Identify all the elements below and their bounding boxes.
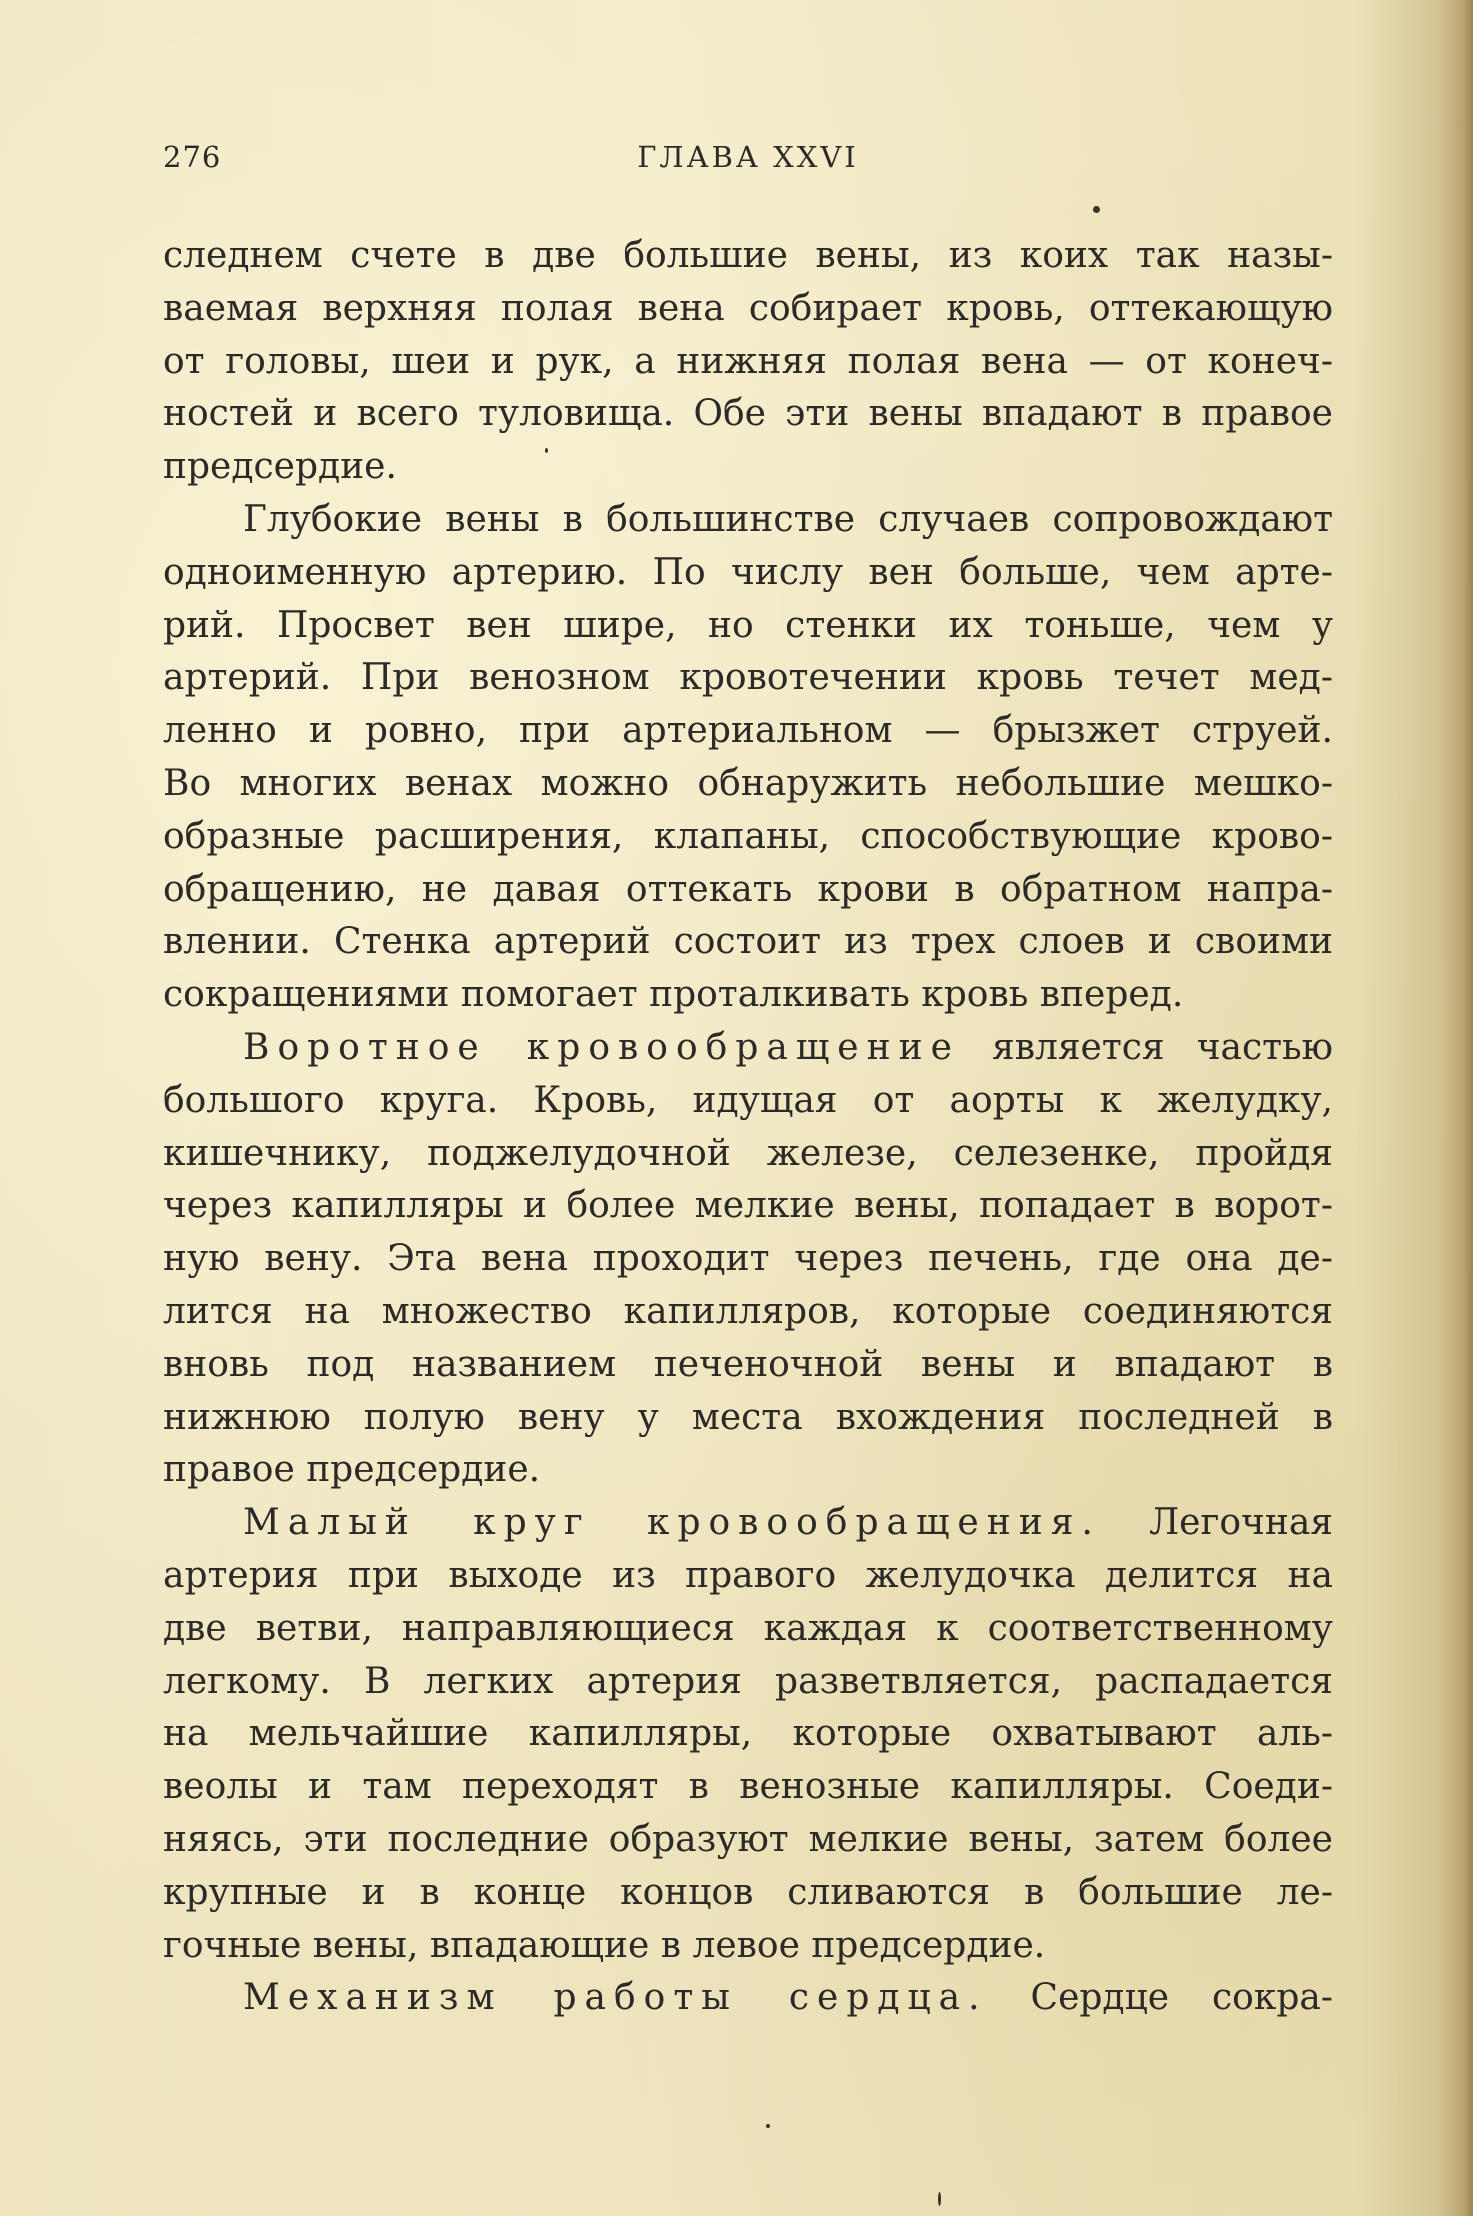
page-number: 276: [163, 140, 222, 174]
text-line: одноименную артерию. По числу вен больше, чем арте-: [163, 551, 1333, 593]
text-line: ностей и всего туловища. Обе эти вены впадают в правое: [163, 393, 1333, 435]
text-line: влении. Стенка артерий состоит из трех слоев и своими: [163, 921, 1333, 963]
text-line: Во многих венах можно обнаружить небольшие мешко-: [163, 762, 1333, 804]
text-line: крупные и в конце концов сливаются в большие ле-: [163, 1871, 1333, 1913]
text-line: лится на множество капилляров, которые соединяются: [163, 1290, 1333, 1332]
text-line: обращению, не давая оттекать крови в обратном напра-: [163, 868, 1333, 910]
text-line: [163, 1972, 1333, 2025]
text-line: предсердие.: [163, 446, 397, 488]
text-line: правое предсердие.: [163, 1449, 541, 1491]
text-line: на мельчайшие капилляры, которые охватывают аль-: [163, 1713, 1333, 1755]
spaced-term-pulmonary: Малый круг кровообращения.: [243, 1502, 1101, 1544]
text-line: вновь под названием печеночной вены и впадают в: [163, 1343, 1333, 1385]
text-line: от головы, шеи и рук, а нижняя полая вена — от конеч-: [163, 340, 1333, 382]
text-line: гочные вены, впадающие в левое предсердие.: [163, 1924, 1046, 1966]
text-line: легкому. В легких артерия разветвляется, распадается: [163, 1660, 1333, 1702]
spaced-term-heart: Механизм работы сердца.: [243, 1977, 988, 2019]
ink-speck: [545, 448, 548, 453]
text-line-rest: Легочная: [1149, 1502, 1333, 1544]
text-line: следнем счете в две большие вены, из коих так назы-: [163, 235, 1333, 276]
text-line: две ветви, направляющиеся каждая к соответственному: [163, 1607, 1333, 1649]
text-line: артерий. При венозном кровотечении кровь течет мед-: [163, 657, 1333, 699]
text-line: артерия при выходе из правого желудочка делится на: [163, 1554, 1333, 1596]
ink-speck: [766, 2124, 770, 2128]
text-line: ную вену. Эта вена проходит через печень, где она де-: [163, 1238, 1333, 1280]
text-line-rest: является частью: [991, 1026, 1333, 1068]
chapter-title: ГЛАВА XXVI: [637, 140, 859, 174]
text-line: [163, 1022, 1333, 1075]
text-line: ленно и ровно, при артериальном — брызжет струей.: [163, 710, 1333, 752]
text-line: веолы и там переходят в венозные капилляры. Соеди-: [163, 1766, 1333, 1808]
text-line: кишечнику, поджелудочной железе, селезенке, пройдя: [163, 1132, 1333, 1174]
body-text: [163, 230, 1333, 2025]
text-line: через капилляры и более мелкие вены, попадает в ворот-: [163, 1185, 1333, 1227]
text-line: сокращениями помогает проталкивать кровь вперед.: [163, 974, 1184, 1016]
page-edge-shadow: [1439, 0, 1473, 2216]
text-line-rest: Сердце сокра-: [1030, 1977, 1333, 2019]
text-line: рий. Просвет вен шире, но стенки их тоньше, чем у: [163, 604, 1333, 646]
text-line: образные расширения, клапаны, способствующие крово-: [163, 815, 1333, 857]
text-line: няясь, эти последние образуют мелкие вены, затем более: [163, 1818, 1333, 1860]
spaced-term-portal: Воротное кровообращение: [243, 1026, 960, 1068]
text-line: нижнюю полую вену у места вхождения последней в: [163, 1396, 1333, 1438]
page-header: [163, 140, 1333, 190]
text-line: Глубокие вены в большинстве случаев сопровождают: [243, 498, 1333, 540]
text-line: ваемая верхняя полая вена собирает кровь, оттекающую: [163, 287, 1333, 329]
text-line: [163, 1497, 1333, 1550]
ink-speck: [1093, 206, 1100, 213]
ink-speck: [938, 2192, 941, 2206]
text-line: большого круга. Кровь, идущая от аорты к желудку,: [163, 1079, 1333, 1121]
